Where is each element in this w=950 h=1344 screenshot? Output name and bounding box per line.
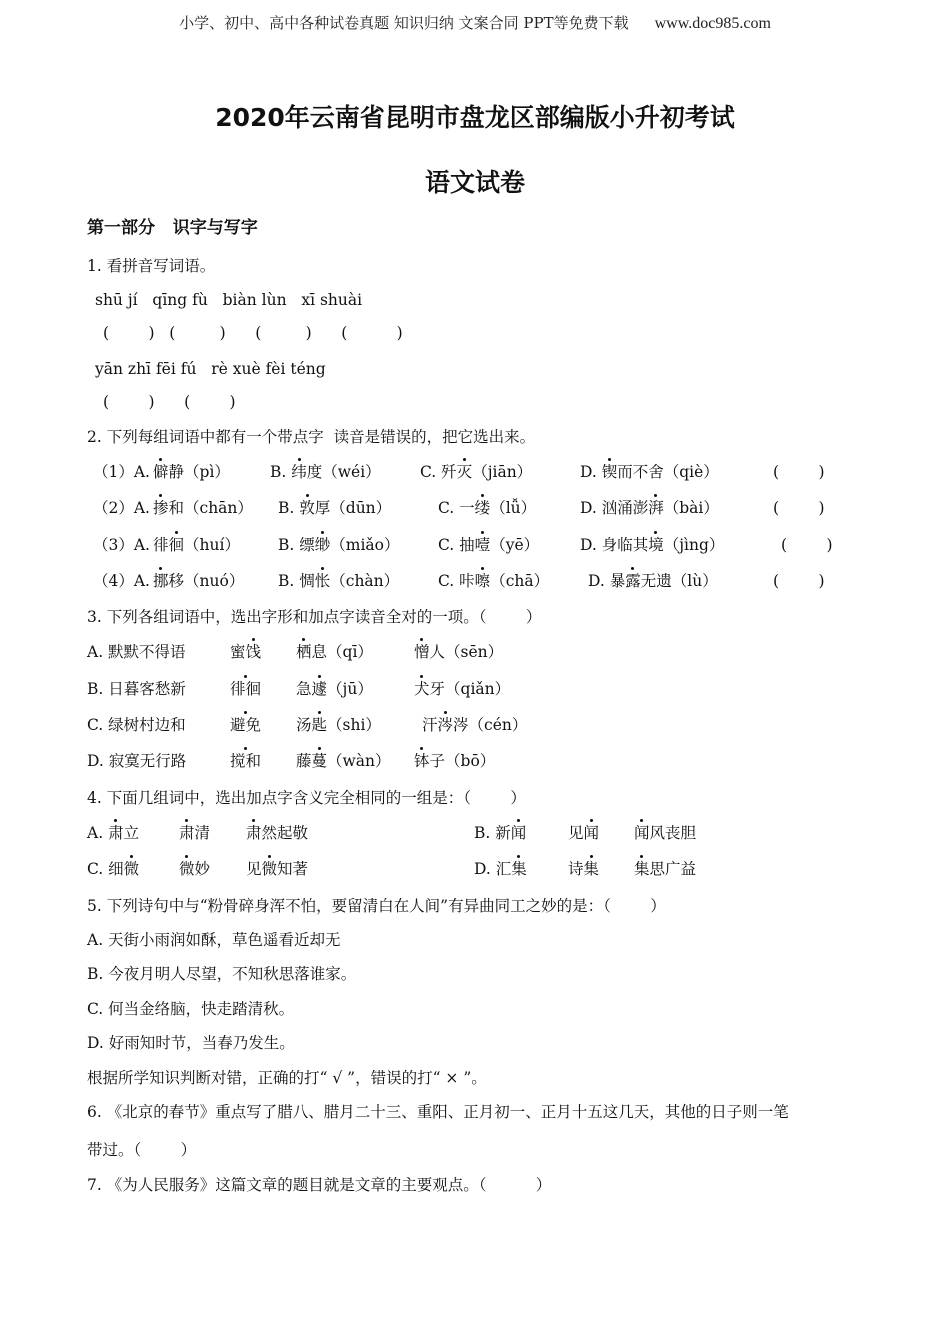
q3-word-1 xyxy=(230,643,261,661)
option-cell[interactable] xyxy=(580,498,719,518)
option-cell[interactable] xyxy=(422,715,527,735)
q2-option-b-dotted-char: 缈 xyxy=(314,536,331,554)
option-cell[interactable] xyxy=(568,859,599,879)
q4-right-word-dotted-char: 闻 xyxy=(634,824,650,842)
q4-left-word-post: 立 xyxy=(123,824,140,842)
q2-option-a-post: 和（chān） xyxy=(168,499,253,517)
q4-right-word xyxy=(568,824,599,842)
q3-word-2-pre: 急 xyxy=(296,680,312,698)
q3-word-2-post: （shi） xyxy=(327,716,381,734)
q3-word-3-pre: 汗 xyxy=(422,716,438,734)
q1-pinyin-row1: shū jí qīng fù biàn lùn xī shuài xyxy=(95,291,363,309)
exam-subtitle: 语文试卷 xyxy=(424,168,525,197)
q2-option-c-dotted-char: 缕 xyxy=(474,499,491,517)
option-cell[interactable] xyxy=(230,642,261,662)
q1-pinyin-row2: yān zhī fēi fú rè xuè fèi téng xyxy=(95,360,326,378)
q4-left-word-pre: 见 xyxy=(246,860,262,878)
q3-word-1-dotted-char: 避免 xyxy=(230,716,262,734)
option-cell[interactable] xyxy=(634,823,696,843)
q4-right-word-dotted-char: 闻 xyxy=(583,824,600,842)
option-cell[interactable] xyxy=(87,751,186,771)
q2-option-a-dotted-char: 僻 xyxy=(153,463,169,481)
q2-row-number: （3）A. xyxy=(93,536,150,554)
q3-stem: 3. 下列各组词语中，选出字形和加点字读音全对的一项。（ ） xyxy=(87,608,542,626)
q5-option-a[interactable]: A. 天街小雨润如酥，草色遥看近却无 xyxy=(87,931,341,949)
option-cell[interactable] xyxy=(278,498,391,518)
q4-left-word xyxy=(179,860,210,878)
q7[interactable]: 7. 《为人民服务》这篇文章的题目就是文章的主要观点。（ ） xyxy=(87,1176,552,1194)
q4-stem: 4. 下面几组词中，选出加点字含义完全相同的一组是：（ ） xyxy=(87,789,526,807)
q4-left-word xyxy=(246,824,308,842)
q4-left-word-pre: A. xyxy=(87,824,109,842)
q2-option-d-dotted-char: 湃 xyxy=(648,499,664,517)
q3-word-1 xyxy=(230,716,261,734)
q3-word-2-post: （wàn） xyxy=(327,752,391,770)
q1-stem: 1. 看拼音写词语。 xyxy=(87,257,216,275)
q2-option-b-post: 厚（dūn） xyxy=(314,499,392,517)
q4-left-word-post: 妙 xyxy=(194,860,211,878)
q3-word-2-pre: 藤 xyxy=(296,752,312,770)
q3-word-2-post: （jū） xyxy=(327,680,373,698)
q4-right-word-pre: 见 xyxy=(568,824,584,842)
q2-option-d-post: （bài） xyxy=(663,499,719,517)
q2-option-c-pre: C. 咔 xyxy=(438,572,475,590)
option-cell[interactable] xyxy=(153,571,244,591)
q2-option-c-pre: C. 歼 xyxy=(420,463,457,481)
q4-left-word-dotted-char: 微 xyxy=(123,860,140,878)
q3-option-label: D. 寂寞无行路 xyxy=(87,752,187,770)
q2-option-c-post: （yē） xyxy=(490,536,540,554)
q2-option-a xyxy=(153,499,253,517)
q3-word-2-dotted-char: 蔓 xyxy=(311,752,328,770)
q2-option-c-dotted-char: 噎 xyxy=(474,536,491,554)
option-cell[interactable] xyxy=(153,498,253,518)
option-cell[interactable] xyxy=(773,462,825,482)
q2-option-b xyxy=(278,572,399,590)
q2-option-b xyxy=(278,499,391,517)
option-cell[interactable] xyxy=(580,535,724,555)
q4-right-word-dotted-char: 闻 xyxy=(510,824,527,842)
option-cell[interactable] xyxy=(179,823,210,843)
option-cell[interactable] xyxy=(438,535,539,555)
q2-option-b-pre: B. 缥 xyxy=(278,536,315,554)
q2-option-c-pre: C. 一 xyxy=(438,499,475,517)
q2-option-b-dotted-char: 敦 xyxy=(299,499,315,517)
q3-word-2 xyxy=(296,716,381,734)
q3-word-3-post: 涔（cén） xyxy=(453,716,528,734)
page-header xyxy=(0,12,950,33)
q3-word-3-dotted-char: 涔 xyxy=(437,716,454,734)
q3-word-1-pre: 蜜 xyxy=(230,643,246,661)
q2-option-b-pre: B. xyxy=(278,499,300,517)
q5-option-b[interactable]: B. 今夜月明人尽望，不知秋思落谁家。 xyxy=(87,965,357,983)
q3-word-3-dotted-char: 犬 xyxy=(414,680,430,698)
q3-word-1 xyxy=(230,752,261,770)
q4-left-word-pre: C. 细 xyxy=(87,860,124,878)
q3-option-label: C. 绿树村边和 xyxy=(87,716,186,734)
q5-option-d[interactable]: D. 好雨知时节，当春乃发生。 xyxy=(87,1034,295,1052)
q2-option-b-post: （miǎo） xyxy=(330,536,400,554)
q4-left-word xyxy=(246,860,308,878)
q2-option-d-post: 无遗（lù） xyxy=(640,572,718,590)
option-cell[interactable] xyxy=(87,859,139,879)
q2-answer-blank: ( ) xyxy=(773,499,825,517)
option-cell[interactable] xyxy=(230,751,261,771)
option-cell[interactable] xyxy=(773,498,825,518)
q4-left-word xyxy=(179,824,210,842)
q2-option-d xyxy=(580,463,719,481)
q4-right-word xyxy=(634,824,696,842)
q3-option-label: B. 日暮客愁新 xyxy=(87,680,186,698)
q4-right-word-dotted-char: 集 xyxy=(634,860,650,878)
option-cell[interactable] xyxy=(153,535,240,555)
q4-right-word-dotted-char: 集 xyxy=(511,860,527,878)
q3-word-2-dotted-char: 遽 xyxy=(311,680,328,698)
q2-option-a xyxy=(153,572,244,590)
q2-option-a-post: 移（nuó） xyxy=(168,572,245,590)
q3-word-1 xyxy=(230,680,261,698)
q3-word-3 xyxy=(414,752,495,770)
q2-option-b xyxy=(278,536,400,554)
q2-option-c-post: （jiān） xyxy=(472,463,533,481)
q2-option-c-post: （chā） xyxy=(490,572,550,590)
q4-right-word xyxy=(634,860,696,878)
q3-word-3 xyxy=(414,643,503,661)
q2-option-c-dotted-char: 嚓 xyxy=(474,572,491,590)
q5-option-c[interactable]: C. 何当金络脑，快走踏清秋。 xyxy=(87,1000,295,1018)
option-cell[interactable] xyxy=(580,462,719,482)
q4-left-word-post: 清 xyxy=(194,824,211,842)
q2-option-c-pre: C. 抽 xyxy=(438,536,475,554)
q3-word-2-pre: 汤 xyxy=(296,716,312,734)
q2-option-a-post: （huí） xyxy=(184,536,240,554)
q2-option-c xyxy=(438,499,536,517)
option-cell[interactable] xyxy=(773,571,825,591)
option-cell[interactable] xyxy=(87,715,186,735)
q2-option-c xyxy=(420,463,532,481)
option-cell[interactable] xyxy=(420,462,532,482)
q2-option-d xyxy=(580,499,719,517)
q3-word-3 xyxy=(422,716,527,734)
q2-row-number: （4）A. xyxy=(93,572,150,590)
q2-option-c-post: （lǚ） xyxy=(490,499,537,517)
option-cell[interactable] xyxy=(246,859,308,879)
q2-option-b xyxy=(270,463,381,481)
option-cell[interactable] xyxy=(87,642,186,662)
q2-option-d-dotted-char: 锲 xyxy=(601,463,618,481)
option-cell[interactable] xyxy=(278,571,399,591)
q2-option-d-pre: D. xyxy=(580,463,602,481)
q4-left-word-dotted-char: 肃 xyxy=(246,824,262,842)
q2-option-b-pre: B. xyxy=(270,463,292,481)
q3-word-2 xyxy=(296,643,373,661)
q2-option-c xyxy=(438,572,549,590)
option-cell[interactable] xyxy=(230,679,261,699)
option-cell[interactable] xyxy=(296,751,391,771)
q4-right-word-pre: D. 汇 xyxy=(474,860,512,878)
q4-right-word-post: 思广益 xyxy=(649,860,697,878)
q4-left-word-post: 知著 xyxy=(277,860,309,878)
q3-word-3-post: 牙（qiǎn） xyxy=(429,680,511,698)
q3-word-2-dotted-char: 匙 xyxy=(311,716,328,734)
q2-answer-blank: ( ) xyxy=(781,536,833,554)
q4-right-word xyxy=(474,824,526,842)
q2-option-d xyxy=(588,572,718,590)
q2-option-a-post: 静（pì） xyxy=(168,463,230,481)
option-cell[interactable] xyxy=(93,498,150,518)
q4-right-word-dotted-char: 集 xyxy=(583,860,600,878)
q2-option-d-pre: D. 身临其 xyxy=(580,536,649,554)
q1-blanks-row1[interactable]: ( ) ( ) ( ) ( ) xyxy=(103,324,403,342)
q2-option-c-dotted-char: 灭 xyxy=(456,463,473,481)
q2-option-d-dotted-char: 露 xyxy=(625,572,641,590)
q6-line1: 6. 《北京的春节》重点写了腊八、腊月二十三、重阳、正月初一、正月十五这几天，其他的日子则一笔 xyxy=(87,1103,789,1121)
header-text: 小学、初中、高中各种试卷真题 知识归纳 文案合同 PPT等免费下载 xyxy=(179,14,629,32)
q3-word-1-dotted-char: 饯 xyxy=(245,643,262,661)
q2-option-a-dotted-char: 徊 xyxy=(168,536,185,554)
option-cell[interactable] xyxy=(588,571,718,591)
section-heading: 第一部分 识字与写字 xyxy=(87,218,258,238)
q2-answer-blank: ( ) xyxy=(773,572,825,590)
option-cell[interactable] xyxy=(474,823,526,843)
option-cell[interactable] xyxy=(414,679,510,699)
judge-instructions: 根据所学知识判断对错，正确的打“ √ ”，错误的打“ × ”。 xyxy=(87,1069,487,1087)
q1-blanks-row2[interactable]: ( ) ( ) xyxy=(103,393,236,411)
q2-option-b-post: （chàn） xyxy=(330,572,400,590)
q3-word-3-dotted-char: 钵 xyxy=(414,752,430,770)
q3-word-3-post: 人（sēn） xyxy=(429,643,504,661)
option-cell[interactable] xyxy=(93,462,150,482)
option-cell[interactable] xyxy=(781,535,833,555)
option-cell[interactable] xyxy=(93,571,150,591)
option-cell[interactable] xyxy=(230,715,261,735)
option-cell[interactable] xyxy=(246,823,308,843)
q2-option-a xyxy=(153,463,230,481)
q2-stem: 2. 下列每组词语中都有一个带点字 读音是错误的，把它选出来。 xyxy=(87,428,536,446)
option-cell[interactable] xyxy=(153,462,230,482)
q2-row-number: （2）A. xyxy=(93,499,150,517)
option-cell[interactable] xyxy=(634,859,696,879)
q4-left-word xyxy=(87,860,139,878)
option-cell[interactable] xyxy=(87,823,139,843)
option-cell[interactable] xyxy=(438,571,549,591)
q4-left-word xyxy=(87,824,139,842)
q3-word-2 xyxy=(296,680,373,698)
q4-right-word xyxy=(474,860,527,878)
q2-option-d-pre: D. 汹涌澎 xyxy=(580,499,649,517)
q4-left-word-post: 然起敬 xyxy=(261,824,309,842)
q2-option-a-pre: 徘 xyxy=(153,536,169,554)
q4-right-word-pre: B. 新 xyxy=(474,824,511,842)
q3-word-1-dotted-char: 搅和 xyxy=(230,752,262,770)
q2-option-b-dotted-char: 纬 xyxy=(291,463,307,481)
q4-right-word-post: 风丧胆 xyxy=(649,824,697,842)
option-cell[interactable] xyxy=(414,642,503,662)
exam-title: 2020年云南省昆明市盘龙区部编版小升初考试 xyxy=(215,103,735,132)
option-cell[interactable] xyxy=(474,859,527,879)
option-cell[interactable] xyxy=(179,859,210,879)
q3-word-1-dotted-char: 徘徊 xyxy=(230,680,262,698)
q2-option-b-dotted-char: 怅 xyxy=(314,572,331,590)
q2-option-d xyxy=(580,536,724,554)
option-cell[interactable] xyxy=(438,498,536,518)
option-cell[interactable] xyxy=(87,679,186,699)
q2-option-a-dotted-char: 挪 xyxy=(153,572,169,590)
q3-word-2-dotted-char: 栖 xyxy=(296,643,312,661)
q4-left-word-dotted-char: 微 xyxy=(179,860,195,878)
q3-word-3-dotted-char: 憎 xyxy=(414,643,430,661)
q3-word-3 xyxy=(414,680,510,698)
q5-stem: 5. 下列诗句中与“粉骨碎身浑不怕，要留清白在人间”有异曲同工之妙的是：（ ） xyxy=(87,897,666,915)
q3-word-3-post: 子（bō） xyxy=(429,752,496,770)
q2-option-b-post: 度（wéi） xyxy=(306,463,381,481)
option-cell[interactable] xyxy=(270,462,381,482)
q2-option-c xyxy=(438,536,539,554)
option-cell[interactable] xyxy=(296,679,373,699)
header-url[interactable]: www.doc985.com xyxy=(654,15,771,32)
option-cell[interactable] xyxy=(414,751,495,771)
q3-option-label: A. 默默不得语 xyxy=(87,643,186,661)
q6-line2[interactable]: 带过。（ ） xyxy=(87,1141,197,1159)
q4-right-word-pre: 诗 xyxy=(568,860,584,878)
q2-option-a xyxy=(153,536,240,554)
q2-option-d-post: 而不舍（qiè） xyxy=(617,463,719,481)
q4-left-word-dotted-char: 肃 xyxy=(108,824,124,842)
q3-word-2-post: 息（qī） xyxy=(311,643,373,661)
q4-left-word-dotted-char: 微 xyxy=(261,860,278,878)
q2-option-d-pre: D. 暴 xyxy=(588,572,626,590)
q2-answer-blank: ( ) xyxy=(773,463,825,481)
option-cell[interactable] xyxy=(296,642,373,662)
q4-right-word xyxy=(568,860,599,878)
q2-option-d-post: （jìng） xyxy=(663,536,725,554)
q2-option-b-pre: B. 惆 xyxy=(278,572,315,590)
q2-option-d-dotted-char: 境 xyxy=(648,536,664,554)
q4-left-word-dotted-char: 肃 xyxy=(179,824,195,842)
q2-option-a-dotted-char: 掺 xyxy=(153,499,169,517)
option-cell[interactable] xyxy=(296,715,381,735)
option-cell[interactable] xyxy=(568,823,599,843)
option-cell[interactable] xyxy=(278,535,400,555)
option-cell[interactable] xyxy=(93,535,150,555)
q3-word-2 xyxy=(296,752,391,770)
q2-row-number: （1）A. xyxy=(93,463,150,481)
